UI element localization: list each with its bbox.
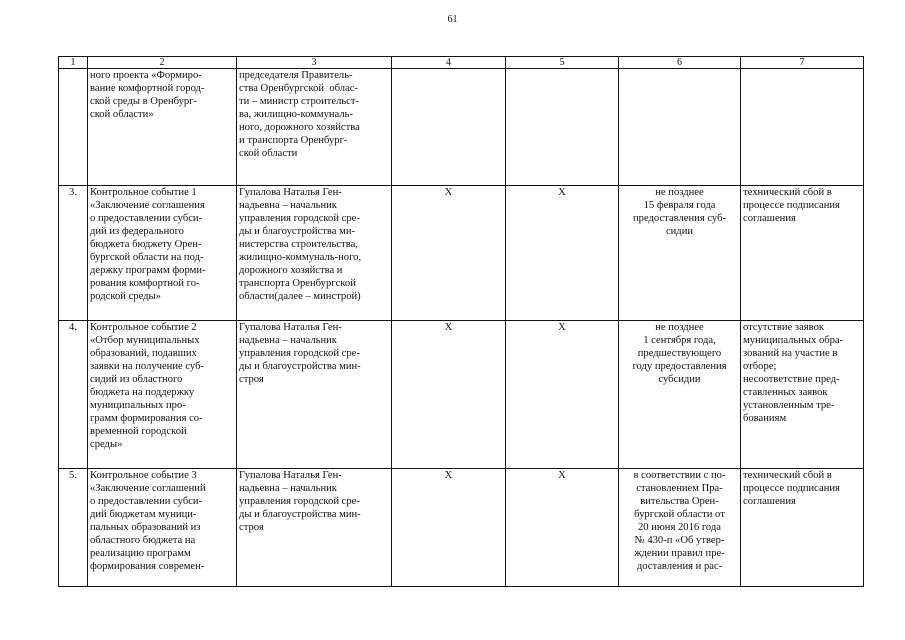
event-name: Контрольное событие 2 «Отбор муниципальных образований, подавших заявки на получение суб- сидий из областного бюджета на поддержку муниципальных про- грамм формирования со- временной городской среды» bbox=[88, 321, 237, 469]
responsible-person: председателя Правитель- ства Оренбургской облас- ти – министр строительст- ва, жилищно-коммуналь- ного, дорожного хозяйства и транспорта Оренбург- ской области bbox=[237, 69, 392, 186]
event-name: Контрольное событие 3 «Заключение соглашений о предоставлении субси- дий бюджетам муници- пальных образований из областного бюджета на реализацию программ формирования современ- bbox=[88, 469, 237, 587]
responsible-person: Гупалова Наталья Ген- надьевна – начальник управления городской сре- ды и благоустройства мин- строя bbox=[237, 469, 392, 587]
event-name: Контрольное событие 1 «Заключение соглашения о предоставлении субси- дий из федерального бюджета бюджету Орен- бургской области на под- держку программ форми- рования комфортной го- родской среды» bbox=[88, 186, 237, 321]
column-5-mark: Х bbox=[506, 321, 619, 469]
risks: отсутствие заявок муниципальных обра- зований на участие в отборе; несоответствие пред- ставленных заявок установленным тре- бованиям bbox=[741, 321, 864, 469]
column-header: 3 bbox=[237, 57, 392, 69]
column-5-mark: Х bbox=[506, 469, 619, 587]
deadline: не позднее 1 сентября года, предшествующего году предоставления субсидии bbox=[619, 321, 741, 469]
risks bbox=[741, 69, 864, 186]
header-row bbox=[59, 57, 864, 69]
row-number bbox=[59, 69, 88, 186]
responsible-person: Гупалова Наталья Ген- надьевна – начальник управления городской сре- ды и благоустройства ми- нистерства строительства, жилищно-коммуналь-ного, дорожного хозяйства и транспорта Оренбургской области(далее – минстрой) bbox=[237, 186, 392, 321]
column-4-mark: Х bbox=[392, 321, 506, 469]
table-row bbox=[59, 69, 864, 186]
responsible-person: Гупалова Наталья Ген- надьевна – начальник управления городской сре- ды и благоустройства мин- строя bbox=[237, 321, 392, 469]
column-header: 6 bbox=[619, 57, 741, 69]
column-5-mark bbox=[506, 69, 619, 186]
deadline: в соответствии с по- становлением Пра- вительства Орен- бургской области от 20 июня 2016 года № 430-п «Об утвер- ждении правил пре- доставления и рас- bbox=[619, 469, 741, 587]
row-number: 4. bbox=[59, 321, 88, 469]
column-4-mark: Х bbox=[392, 186, 506, 321]
table-row bbox=[59, 469, 864, 587]
column-header: 2 bbox=[88, 57, 237, 69]
control-events-table bbox=[58, 56, 864, 587]
risks: технический сбой в процессе подписания соглашения bbox=[741, 469, 864, 587]
row-number: 5. bbox=[59, 469, 88, 587]
column-header: 5 bbox=[506, 57, 619, 69]
page-number: 61 bbox=[447, 14, 458, 25]
deadline bbox=[619, 69, 741, 186]
table-row bbox=[59, 321, 864, 469]
column-4-mark bbox=[392, 69, 506, 186]
column-header: 7 bbox=[741, 57, 864, 69]
column-5-mark: Х bbox=[506, 186, 619, 321]
deadline: не позднее 15 февраля года предоставления суб- сидии bbox=[619, 186, 741, 321]
risks: технический сбой в процессе подписания соглашения bbox=[741, 186, 864, 321]
column-header: 4 bbox=[392, 57, 506, 69]
event-name: ного проекта «Формиро- вание комфортной город- ской среды в Оренбург- ской области» bbox=[88, 69, 237, 186]
row-number: 3. bbox=[59, 186, 88, 321]
column-4-mark: Х bbox=[392, 469, 506, 587]
column-header: 1 bbox=[59, 57, 88, 69]
table-row bbox=[59, 186, 864, 321]
